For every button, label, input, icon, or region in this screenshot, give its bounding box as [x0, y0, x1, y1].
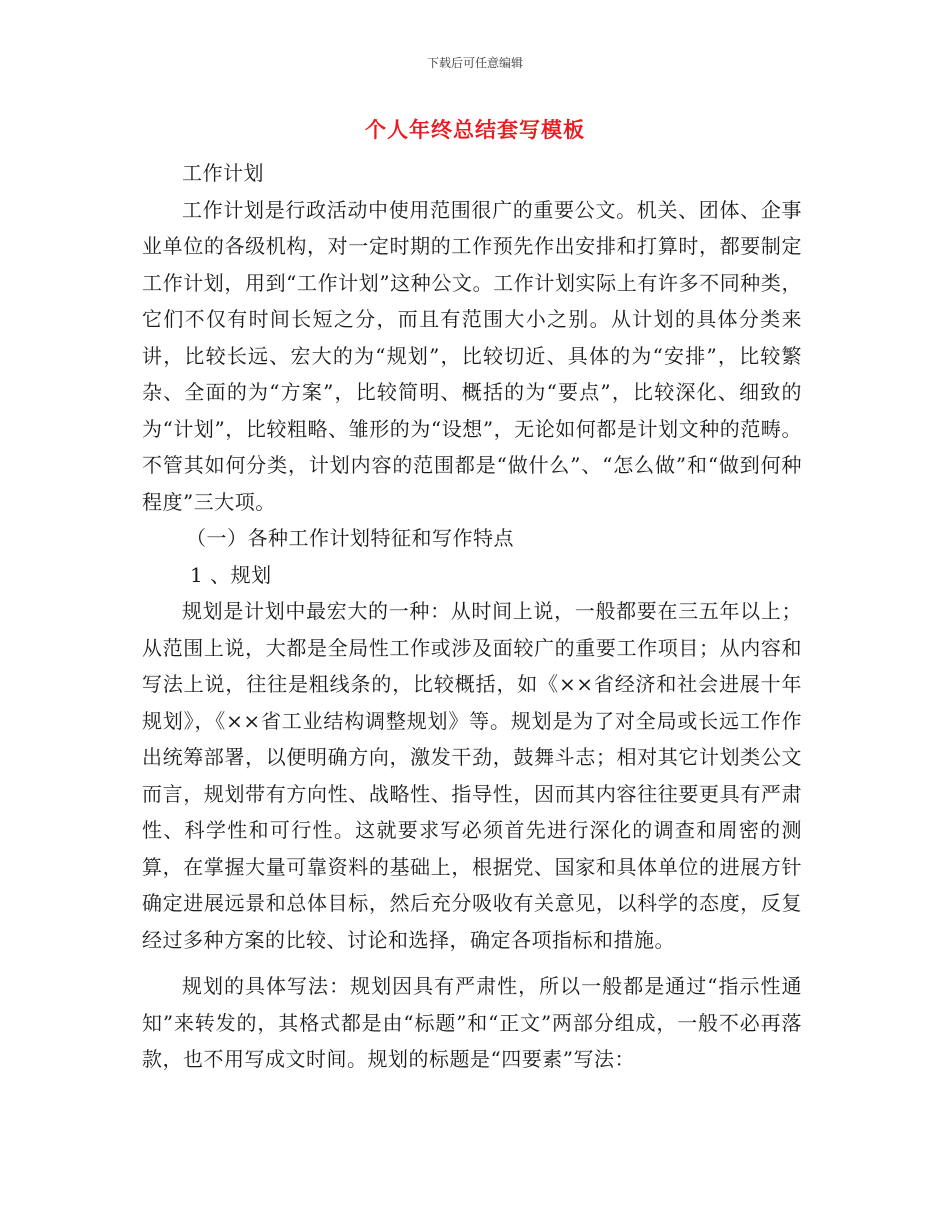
body-paragraph: 规划是计划中最宏大的一种：从时间上说，一般都要在三五年以上；从范围上说，大都是全局性工作或涉及面较广的重要工作项目；从内容和写法上说，往往是粗线条的，比较概括，如《××省经济和社会进展十年规划》，《××省工业结构调整规划》等。规划是为了对全局或长远工作作出统筹部署，以便明确方向，激发干劲，鼓舞斗志；相对其它计划类公文而言，规划带有方向性、战略性、指导性，因而其内容往往要更具有严肃性、科学性和可行性。这就要求写必须首先进行深化的调查和周密的测算，在掌握大量可靠资料的基础上，根据党、国家和具体单位的进展方针确定进展远景和总体目标，然后充分吸收有关意见，以科学的态度，反复经过多种方案的比较、讨论和选择，确定各项指标和措施。	[142, 599, 802, 952]
body-paragraph: 规划的具体写法：规划因具有严肃性，所以一般都是通过“指示性通知”来转发的，其格式都是由“标题”和“正文”两部分组成，一般不必再落款，也不用写成文时间。规划的标题是“四要素”写法：	[142, 974, 802, 1071]
item-heading: 1 、规划	[190, 562, 272, 587]
page-header: 下载后可任意编辑	[426, 56, 523, 70]
document-body	[142, 155, 802, 1078]
document-title: 个人年终总结套写模板	[365, 118, 585, 142]
body-paragraph: 工作计划是行政活动中使用范围很广的重要公文。机关、团体、企事业单位的各级机构，对一定时期的工作预先作出安排和打算时，都要制定工作计划，用到“工作计划”这种公文。工作计划实际上有许多不同种类，它们不仅有时间长短之分，而且有范围大小之别。从计划的具体分类来讲，比较长远、宏大的为“规划”，比较切近、具体的为“安排”，比较繁杂、全面的为“方案”，比较简明、概括的为“要点”，比较深化、细致的为“计划”，比较粗略、雏形的为“设想”，无论如何都是计划文种的范畴。不管其如何分类，计划内容的范围都是“做什么”、“怎么做”和“做到何种程度”三大项。	[142, 197, 802, 514]
sub-heading: （一）各种工作计划特征和写作特点	[186, 526, 514, 550]
section-heading: 工作计划	[182, 161, 264, 185]
